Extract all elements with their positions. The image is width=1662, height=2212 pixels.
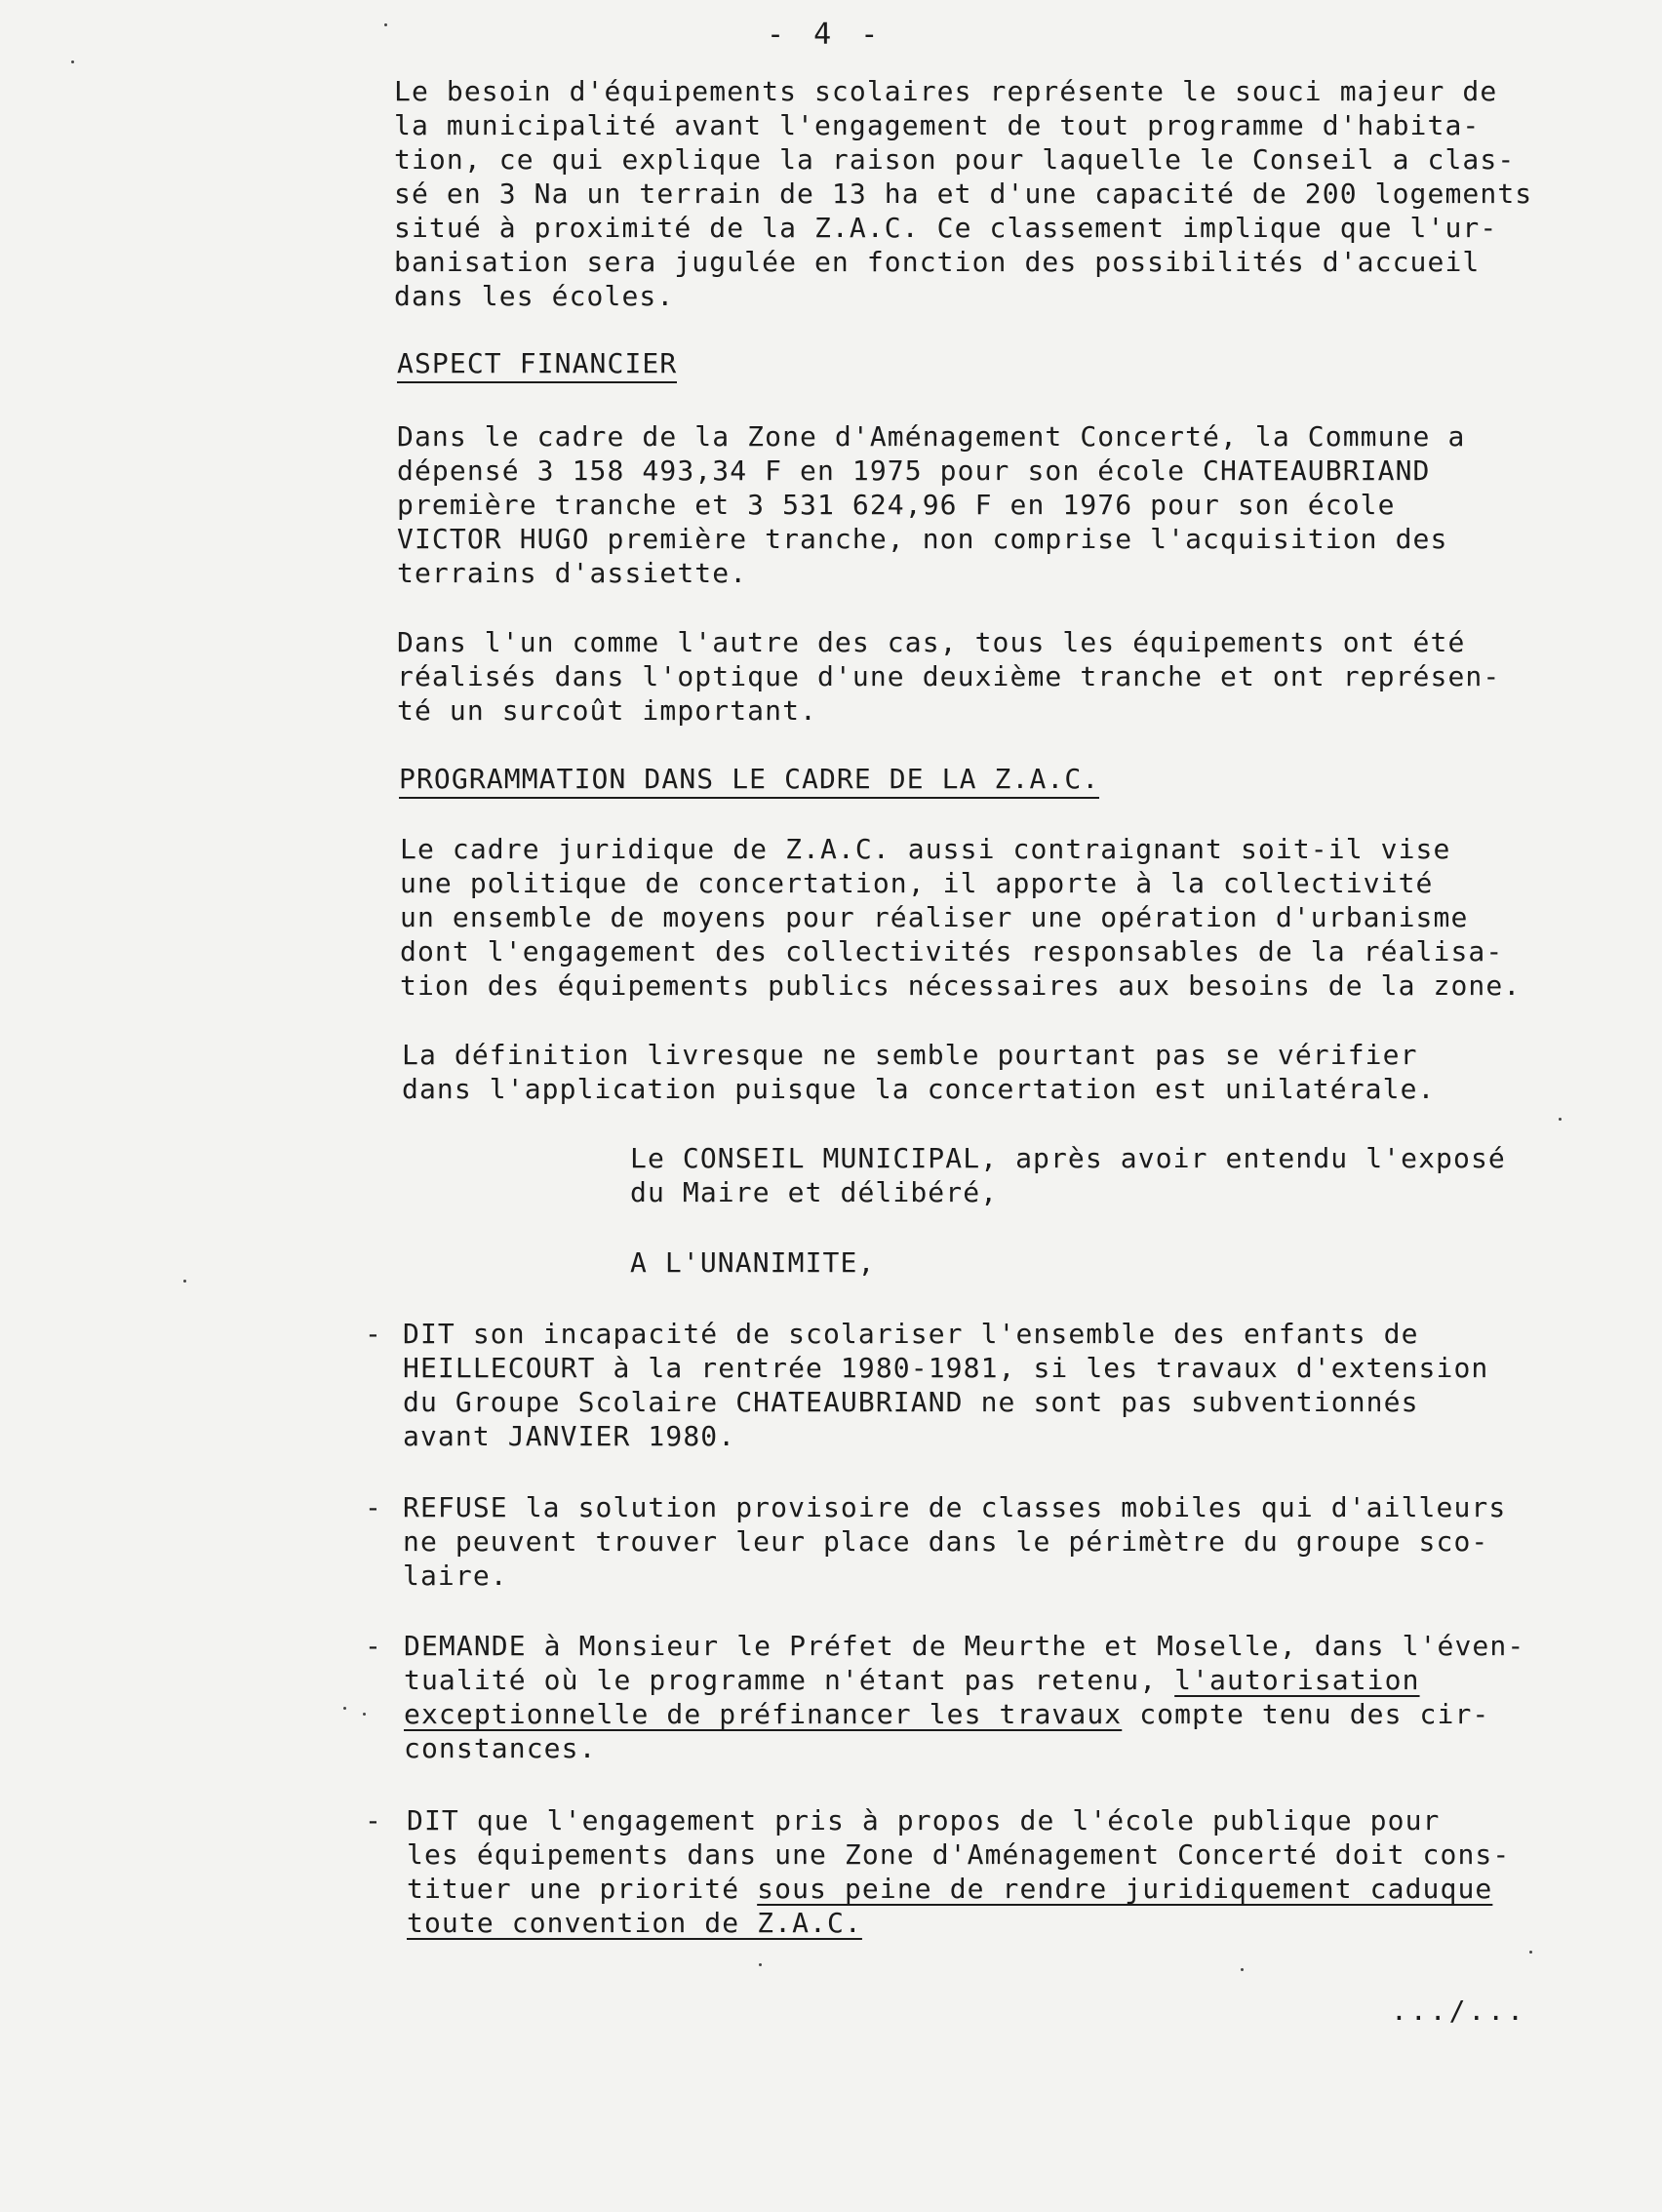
text-line: une politique de concertation, il apporte à la collectivité xyxy=(400,867,1434,899)
text-line: dont l'engagement des collectivités responsables de la réalisa- xyxy=(400,935,1504,968)
text-line: terrains d'assiette. xyxy=(397,557,748,589)
underlined-text: sous peine de rendre juridiquement caduque xyxy=(757,1873,1493,1905)
text-line: dans l'application puisque la concertation est unilatérale. xyxy=(402,1073,1436,1105)
text-segment: tituer une priorité xyxy=(407,1873,758,1905)
text-line xyxy=(404,1697,1489,1731)
text-line: Dans l'un comme l'autre des cas, tous les équipements ont été xyxy=(397,626,1466,658)
text-segment: tualité où le programme n'étant pas retenu, xyxy=(404,1664,1175,1696)
heading-aspect-financier: ASPECT FINANCIER xyxy=(397,346,677,383)
scan-speck xyxy=(759,1963,762,1966)
text-line: réalisés dans l'optique d'une deuxième tranche et ont représen- xyxy=(397,660,1501,692)
text-line: sé en 3 Na un terrain de 13 ha et d'une capacité de 200 logements xyxy=(394,178,1533,210)
text-line: constances. xyxy=(404,1732,597,1764)
text-line: dépensé 3 158 493,34 F en 1975 pour son école CHATEAUBRIAND xyxy=(397,454,1431,487)
bullet-dash: - xyxy=(365,1630,381,1662)
scan-speck xyxy=(71,60,74,63)
text-line xyxy=(404,1663,1420,1697)
text-line: Le CONSEIL MUNICIPAL, après avoir entendu l'exposé xyxy=(630,1142,1506,1174)
text-line: les équipements dans une Zone d'Aménagement Concerté doit cons- xyxy=(407,1838,1511,1871)
scan-speck xyxy=(1241,1968,1244,1971)
text-line: DIT son incapacité de scolariser l'ensemble des enfants de xyxy=(403,1318,1419,1350)
text-line: un ensemble de moyens pour réaliser une opération d'urbanisme xyxy=(400,901,1469,933)
scan-speck xyxy=(1559,1118,1562,1121)
scan-speck xyxy=(1529,1951,1532,1954)
scan-speck xyxy=(343,1707,346,1710)
text-line: du Maire et délibéré, xyxy=(630,1176,999,1208)
underlined-text: toute convention de Z.A.C. xyxy=(407,1907,862,1939)
text-line xyxy=(407,1906,862,1940)
underlined-text: l'autorisation xyxy=(1174,1664,1420,1696)
scan-speck xyxy=(183,1280,186,1283)
bullet-dash: - xyxy=(365,1804,381,1837)
text-line: La définition livresque ne semble pourtant pas se vérifier xyxy=(402,1039,1418,1071)
continuation-marker: .../... xyxy=(1391,1995,1527,2027)
text-line: té un surcoût important. xyxy=(397,694,817,727)
text-line: première tranche et 3 531 624,96 F en 1976 pour son école xyxy=(397,489,1396,521)
scan-speck xyxy=(384,23,387,26)
text-segment: compte tenu des cir- xyxy=(1122,1698,1490,1730)
text-line: tion, ce qui explique la raison pour laquelle le Conseil a clas- xyxy=(394,143,1516,176)
bullet-dash: - xyxy=(365,1318,381,1350)
text-line: HEILLECOURT à la rentrée 1980-1981, si les travaux d'extension xyxy=(403,1352,1489,1384)
text-line: DIT que l'engagement pris à propos de l'école publique pour xyxy=(407,1804,1441,1837)
text-line: Le cadre juridique de Z.A.C. aussi contraignant soit-il vise xyxy=(400,833,1451,865)
text-line: avant JANVIER 1980. xyxy=(403,1420,736,1452)
text-line: la municipalité avant l'engagement de tout programme d'habita- xyxy=(394,109,1481,141)
text-line: situé à proximité de la Z.A.C. Ce classement implique que l'ur- xyxy=(394,212,1498,244)
bullet-dash: - xyxy=(365,1491,381,1523)
text-line: banisation sera jugulée en fonction des possibilités d'accueil xyxy=(394,246,1481,278)
page-number: - 4 - xyxy=(767,18,885,52)
text-line xyxy=(407,1872,1492,1906)
text-line: Le besoin d'équipements scolaires représente le souci majeur de xyxy=(394,75,1498,107)
text-line: tion des équipements publics nécessaires aux besoins de la zone. xyxy=(400,969,1522,1002)
text-line: VICTOR HUGO première tranche, non comprise l'acquisition des xyxy=(397,523,1448,555)
text-line: REFUSE la solution provisoire de classes mobiles qui d'ailleurs xyxy=(403,1491,1507,1523)
unanimite: A L'UNANIMITE, xyxy=(630,1246,876,1279)
text-line: ne peuvent trouver leur place dans le périmètre du groupe sco- xyxy=(403,1525,1489,1558)
underlined-text: exceptionnelle de préfinancer les travaux xyxy=(404,1698,1123,1730)
text-line: DEMANDE à Monsieur le Préfet de Meurthe et Moselle, dans l'éven- xyxy=(404,1630,1525,1662)
text-line: dans les écoles. xyxy=(394,280,675,312)
text-line: Dans le cadre de la Zone d'Aménagement Concerté, la Commune a xyxy=(397,420,1466,453)
text-line: laire. xyxy=(403,1560,508,1592)
scan-speck xyxy=(363,1713,366,1716)
heading-programmation: PROGRAMMATION DANS LE CADRE DE LA Z.A.C. xyxy=(399,762,1099,799)
text-line: du Groupe Scolaire CHATEAUBRIAND ne sont pas subventionnés xyxy=(403,1386,1419,1418)
